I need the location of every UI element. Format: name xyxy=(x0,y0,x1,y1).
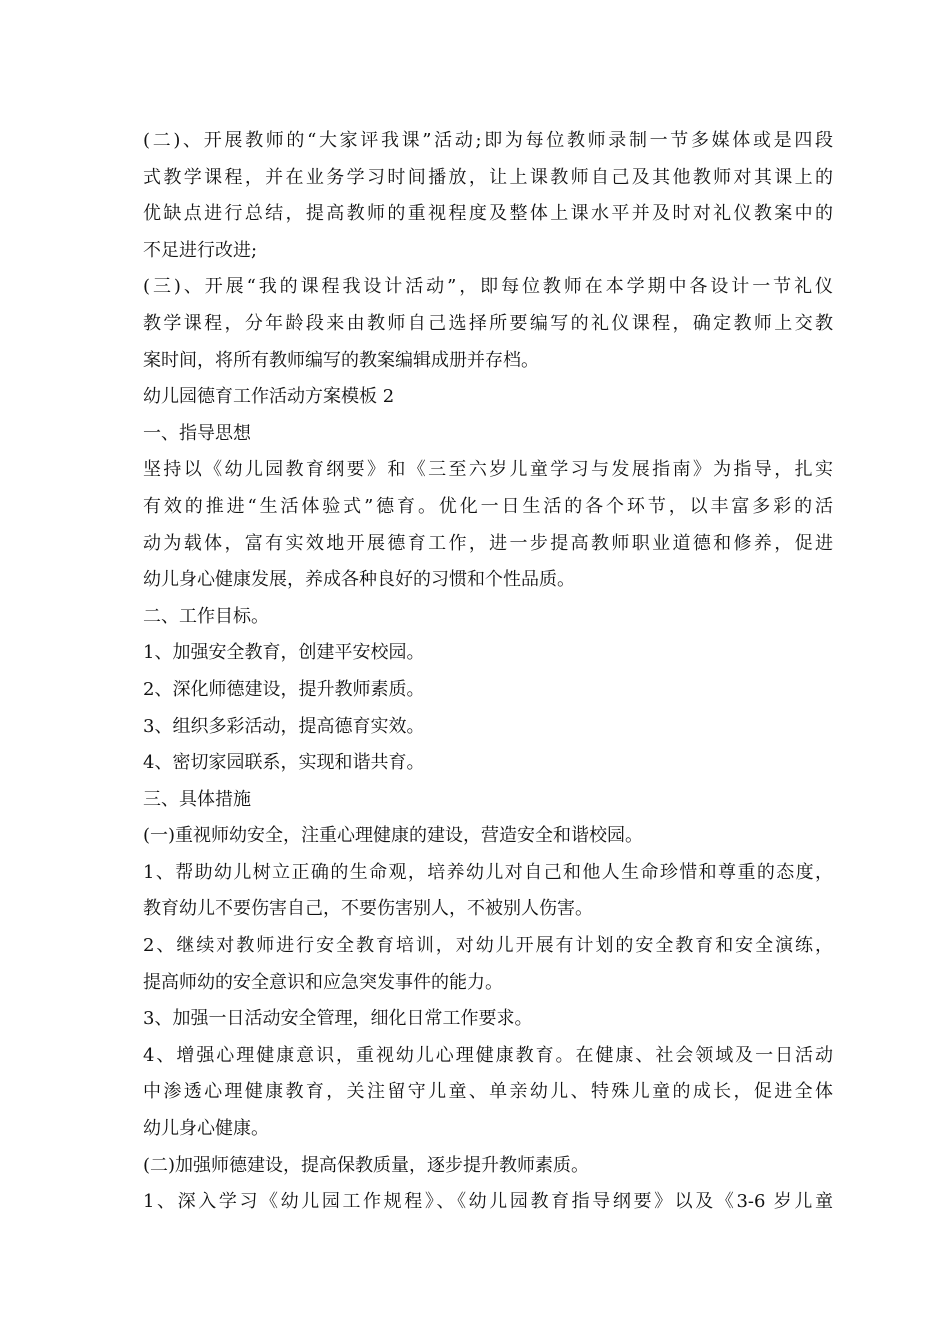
text-line: 动为载体，富有实效地开展德育工作，进一步提高教师职业道德和修养，促进 xyxy=(143,532,833,554)
text-line: 教学课程，分年龄段来由教师自己选择所要编写的礼仪课程，确定教师上交教 xyxy=(143,312,833,334)
list-item: 3、组织多彩活动，提高德育实效。 xyxy=(143,715,425,737)
text-line: 坚持以《幼儿园教育纲要》和《三至六岁儿童学习与发展指南》为指导，扎实 xyxy=(143,459,833,481)
list-item: 1、加强安全教育，创建平安校园。 xyxy=(143,642,425,664)
list-item: 2、继续对教师进行安全教育培训，对幼儿开展有计划的安全教育和安全演练， xyxy=(143,935,833,957)
text-line: 式教学课程，并在业务学习时间播放，让上课教师自己及其他教师对其课上的 xyxy=(143,166,833,188)
section-heading: 一、指导思想 xyxy=(143,422,251,444)
document-page xyxy=(143,123,833,1221)
text-line: 中渗透心理健康教育，关注留守儿童、单亲幼儿、特殊儿童的成长，促进全体 xyxy=(143,1081,833,1103)
text-line: (二)、开展教师的“大家评我课”活动;即为每位教师录制一节多媒体或是四段 xyxy=(143,130,833,151)
text-line: 提高师幼的安全意识和应急突发事件的能力。 xyxy=(143,971,503,993)
text-line: 幼儿身心健康发展，养成各种良好的习惯和个性品质。 xyxy=(143,569,575,591)
list-item: 1、深入学习《幼儿园工作规程》、《幼儿园教育指导纲要》以及《3-6 岁儿童 xyxy=(143,1191,833,1213)
list-item: 1、帮助幼儿树立正确的生命观，培养幼儿对自己和他人生命珍惜和尊重的态度， xyxy=(143,861,833,883)
text-line: 案时间，将所有教师编写的教案编辑成册并存档。 xyxy=(143,349,539,371)
text-line: 有效的推进“生活体验式”德育。优化一日生活的各个环节，以丰富多彩的活 xyxy=(143,495,833,517)
list-item: 3、加强一日活动安全管理，细化日常工作要求。 xyxy=(143,1008,533,1030)
text-line: (二)加强师德建设，提高保教质量，逐步提升教师素质。 xyxy=(143,1154,590,1176)
text-line: 优缺点进行总结，提高教师的重视程度及整体上课水平并及时对礼仪教案中的 xyxy=(143,203,833,225)
text-line: 幼儿身心健康。 xyxy=(143,1118,269,1140)
text-line: 不足进行改进; xyxy=(143,239,258,261)
section-heading: 幼儿园德育工作活动方案模板 2 xyxy=(143,386,395,408)
text-line: (一)重视师幼安全，注重心理健康的建设，营造安全和谐校园。 xyxy=(143,825,644,847)
list-item: 4、增强心理健康意识，重视幼儿心理健康教育。在健康、社会领域及一日活动 xyxy=(143,1044,833,1066)
list-item: 2、深化师德建设，提升教师素质。 xyxy=(143,678,425,700)
text-line: (三)、开展“我的课程我设计活动”，即每位教师在本学期中各设计一节礼仪 xyxy=(143,276,833,298)
list-item: 4、密切家园联系，实现和谐共育。 xyxy=(143,752,425,774)
text-line: 教育幼儿不要伤害自己，不要伤害别人，不被别人伤害。 xyxy=(143,898,593,920)
section-heading: 二、工作目标。 xyxy=(143,605,269,627)
section-heading: 三、具体措施 xyxy=(143,788,251,810)
